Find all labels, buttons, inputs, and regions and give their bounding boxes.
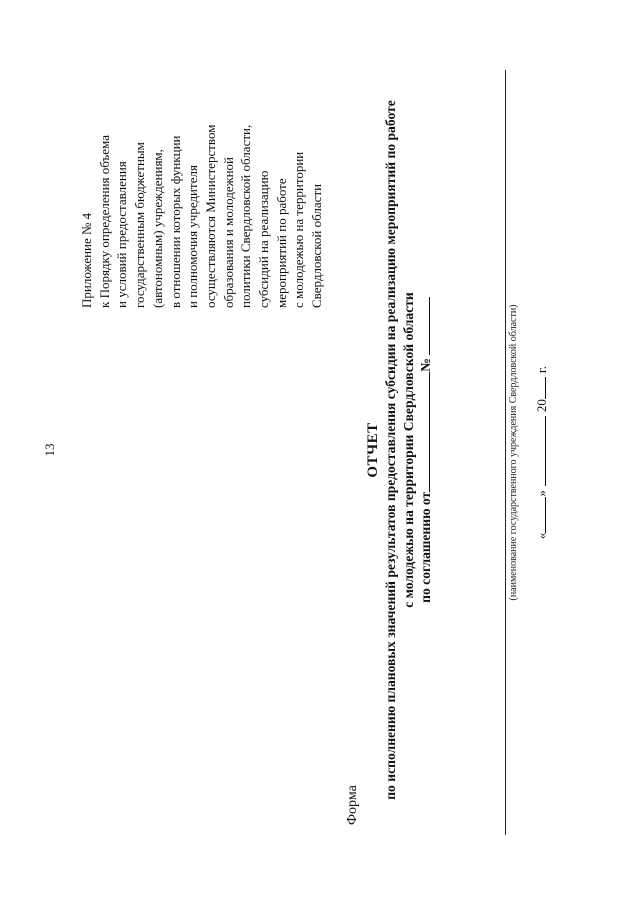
appendix-line: осуществляются Министерством [202, 124, 218, 308]
date-year-suffix: г. [534, 365, 549, 374]
appendix-line: образования и молодежной [220, 157, 236, 308]
report-subtitle-line-2: с молодежью на территории Свердловской области [400, 292, 416, 608]
appendix-line: мероприятий по работе [273, 178, 289, 308]
agreement-line [417, 5, 434, 895]
report-date-row [534, 0, 550, 905]
date-year-prefix: 20 [534, 399, 549, 413]
appendix-line: к Порядку определения объема [96, 135, 112, 308]
institution-name-line[interactable] [505, 70, 506, 835]
appendix-line: с молодежью на территории [291, 151, 307, 308]
appendix-line: государственным бюджетным [132, 142, 148, 308]
appendix-reference [78, 125, 326, 308]
appendix-line: Свердловской области [309, 183, 325, 308]
agreement-number-sign: № [417, 358, 433, 372]
appendix-line: Приложение № 4 [79, 212, 94, 308]
appendix-line: и полномочия учредителя [185, 165, 201, 308]
appendix-line: политики Свердловской области, [238, 124, 254, 308]
date-close-quote: » [534, 490, 549, 497]
date-day-blank[interactable] [534, 497, 546, 533]
date-open-quote: « [534, 532, 549, 540]
appendix-line: и условий предоставления [114, 161, 130, 308]
agreement-date-blank[interactable] [417, 372, 430, 492]
report-heading: ОТЧЕТ [365, 422, 381, 478]
date-month-blank[interactable] [534, 416, 546, 486]
date-year-blank[interactable] [534, 377, 546, 399]
report-title-block [365, 5, 434, 895]
institution-caption: (наименование государственного учреждения Свердловской области) [508, 304, 519, 601]
appendix-line: (автономным) учреждениям, [149, 149, 165, 308]
report-subtitle-line-1: по исполнению плановых значений результатов предоставления субсидии на реализацию мероприятий по работе [383, 100, 399, 800]
appendix-line: субсидий на реализацию [256, 170, 272, 308]
form-label: Форма [345, 785, 360, 825]
agreement-number-blank[interactable] [417, 297, 430, 355]
appendix-line: в отношении которых функции [167, 135, 183, 308]
agreement-prefix: по соглашению от [417, 491, 433, 603]
page-number: 13 [42, 443, 57, 457]
